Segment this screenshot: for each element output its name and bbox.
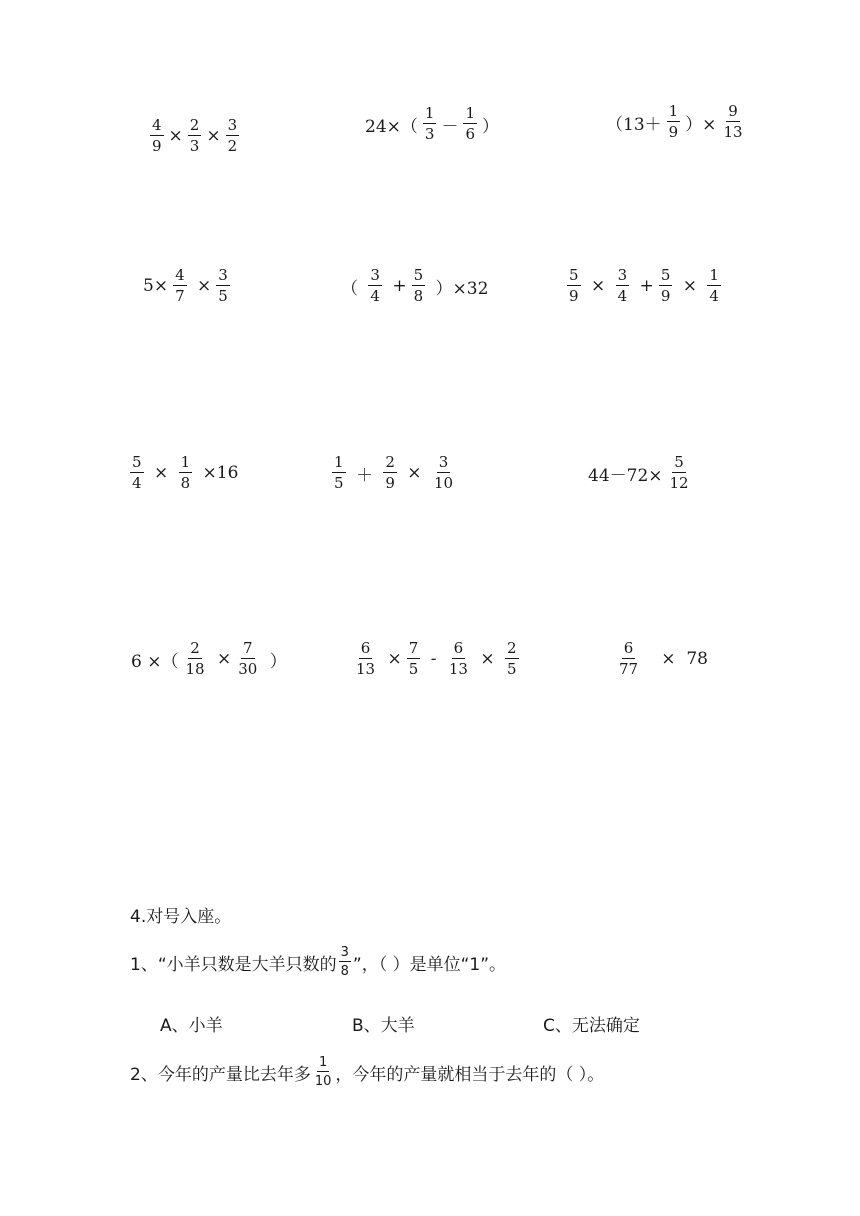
numerator: 6 — [453, 639, 464, 657]
question-1-before: 1、“小羊只数是大羊只数的 — [130, 954, 337, 975]
fraction — [332, 455, 346, 491]
option-a: A、小羊 — [160, 1016, 223, 1036]
expression-1 — [148, 118, 241, 154]
numerator: 1 — [668, 102, 679, 120]
question-2-fraction: $\frac{1}{10}$ — [314, 1055, 332, 1089]
denominator: 12 — [669, 474, 689, 492]
operator-text: × — [677, 276, 703, 296]
operator-text: × — [168, 126, 183, 146]
numerator: 5 — [413, 266, 424, 284]
fraction — [179, 455, 193, 491]
denominator: 77 — [619, 660, 639, 678]
denominator: 4 — [132, 474, 142, 492]
numerator: 6 — [623, 639, 634, 657]
operator-text: × — [474, 649, 501, 669]
option-c: C、无法确定 — [543, 1016, 640, 1036]
expression-10 — [128, 641, 290, 677]
fraction — [616, 268, 630, 304]
fraction — [659, 268, 673, 304]
numerator: 7 — [408, 639, 419, 657]
denominator: 9 — [668, 123, 679, 141]
fraction — [226, 118, 240, 154]
numerator: 5 — [660, 266, 671, 284]
denominator: 13 — [448, 660, 468, 678]
fraction — [407, 641, 421, 677]
fraction — [721, 104, 744, 140]
numerator: 6 — [360, 639, 371, 657]
operator-text: 5× — [143, 276, 169, 296]
denominator: 9 — [152, 137, 162, 155]
operator-text: × — [382, 649, 402, 669]
question-2-before: 2、今年的产量比去年多 — [130, 1064, 311, 1085]
denominator: 4 — [709, 287, 719, 305]
operator-text: × — [148, 463, 174, 483]
expression-4 — [140, 268, 232, 304]
fraction — [130, 455, 144, 491]
denominator: 30 — [238, 660, 258, 678]
question-1 — [130, 946, 506, 978]
denominator: 3 — [189, 137, 200, 155]
denominator: 8 — [413, 287, 424, 305]
denominator: 13 — [356, 660, 376, 678]
operator-text: （ — [341, 278, 364, 299]
operator-text: ） — [481, 116, 499, 137]
question-1-fraction: $\frac{3}{8}$ — [340, 945, 349, 979]
numerator: 1 — [709, 266, 719, 284]
expression-5 — [338, 268, 491, 304]
numerator: 5 — [132, 453, 142, 471]
fraction — [432, 455, 455, 491]
fraction — [447, 641, 470, 677]
fraction — [668, 455, 691, 491]
expression-2 — [362, 106, 502, 142]
fraction — [354, 641, 377, 677]
denominator: 4 — [617, 287, 628, 305]
operator-text: 6 ×（ — [131, 651, 179, 672]
operator-text: + — [634, 276, 654, 296]
fraction — [368, 268, 382, 304]
fraction — [707, 268, 721, 304]
fraction — [216, 268, 230, 304]
numerator: 3 — [617, 266, 628, 284]
numerator: 3 — [438, 453, 449, 471]
operator-text: （13＋ — [606, 114, 662, 135]
numerator: 1 — [424, 104, 435, 122]
denominator: 2 — [227, 137, 238, 155]
fraction — [667, 104, 681, 140]
operator-text: － — [441, 116, 459, 137]
numerator: 1 — [180, 453, 191, 471]
fraction — [383, 455, 397, 491]
expression-3 — [603, 104, 747, 140]
denominator: 9 — [569, 287, 579, 305]
fraction — [236, 641, 259, 677]
question-2-after: ，今年的产量就相当于去年的（ ）。 — [335, 1064, 605, 1085]
question-1-after: ”，（ ）是单位“1”。 — [352, 954, 507, 975]
operator-text: × 78 — [645, 649, 708, 669]
fraction — [150, 118, 164, 154]
numerator: 2 — [189, 116, 200, 134]
fraction — [617, 641, 640, 677]
numerator: 1 — [465, 104, 475, 122]
denominator: 3 — [424, 125, 435, 143]
numerator: 5 — [674, 453, 684, 471]
denominator: 7 — [175, 287, 185, 305]
expression-8 — [330, 455, 457, 491]
operator-text: + — [386, 276, 407, 296]
fraction — [173, 268, 187, 304]
operator-text: ×16 — [197, 463, 239, 483]
numerator: 9 — [728, 102, 738, 120]
denominator: 5 — [218, 287, 228, 305]
expression-12 — [615, 641, 711, 677]
section-heading: 4.对号入座。 — [130, 907, 232, 927]
fraction — [505, 641, 519, 677]
fraction — [412, 268, 426, 304]
expression-7 — [128, 455, 241, 491]
denominator: 4 — [370, 287, 380, 305]
operator-text: 24×（ — [365, 116, 418, 137]
operator-text: × — [206, 126, 221, 146]
question-2 — [130, 1056, 604, 1088]
numerator: 3 — [370, 266, 380, 284]
numerator: 4 — [152, 116, 162, 134]
numerator: 3 — [218, 266, 228, 284]
operator-text: ）×32 — [430, 278, 489, 299]
fraction — [183, 641, 206, 677]
numerator: 2 — [385, 453, 395, 471]
fraction — [463, 106, 477, 142]
denominator: 10 — [433, 474, 454, 492]
denominator: 9 — [660, 287, 671, 305]
denominator: 6 — [465, 125, 475, 143]
numerator: 7 — [242, 639, 253, 657]
operator-text: ＋ — [350, 465, 379, 486]
operator-text: × — [191, 276, 212, 296]
denominator: 13 — [723, 123, 743, 141]
denominator: 5 — [408, 660, 419, 678]
numerator: 5 — [569, 266, 579, 284]
numerator: 1 — [334, 453, 344, 471]
operator-text: × — [585, 276, 611, 296]
denominator: 9 — [385, 474, 395, 492]
fraction — [567, 268, 581, 304]
option-b: B、大羊 — [352, 1016, 415, 1036]
operator-text: × — [211, 649, 232, 669]
operator-text: 44－72× — [588, 465, 663, 486]
expression-11 — [352, 641, 521, 677]
operator-text: × — [401, 463, 427, 483]
fraction — [423, 106, 437, 142]
numerator: 4 — [175, 266, 185, 284]
denominator: 8 — [180, 474, 191, 492]
denominator: 18 — [185, 660, 205, 678]
numerator: 3 — [227, 116, 238, 134]
expression-6 — [565, 268, 723, 304]
expression-9 — [585, 455, 693, 491]
denominator: 5 — [334, 474, 344, 492]
operator-text: ） — [264, 651, 287, 672]
numerator: 2 — [507, 639, 517, 657]
numerator: 2 — [190, 639, 200, 657]
operator-text: ）× — [685, 114, 717, 135]
fraction — [188, 118, 202, 154]
operator-text: - — [425, 649, 442, 669]
denominator: 5 — [507, 660, 517, 678]
